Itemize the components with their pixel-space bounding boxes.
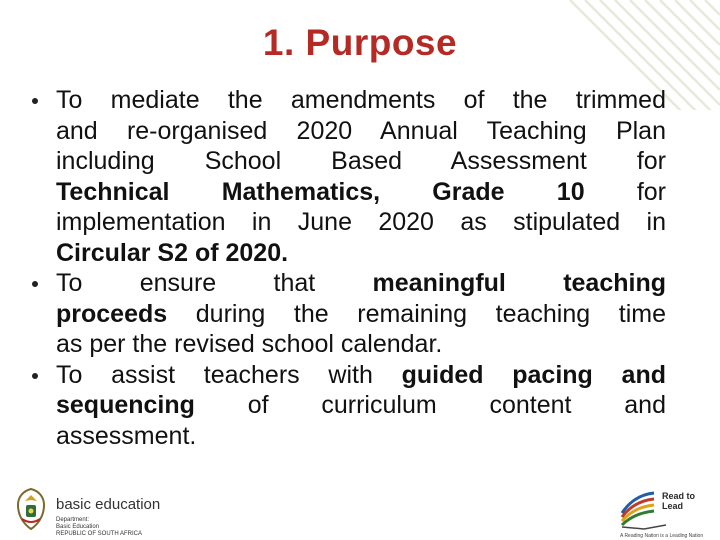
bold-text: Circular S2 of 2020.	[56, 238, 289, 267]
dbe-logo-subline: Department:	[56, 517, 90, 523]
bullet-line	[56, 421, 666, 451]
text: implementation in June 2020 as stipulated in	[56, 208, 666, 236]
read-to-lead-tagline: A Reading Nation is a Leading Nation	[620, 533, 704, 539]
dbe-logo-text	[56, 496, 160, 538]
bold-text: guided pacing and	[401, 360, 666, 389]
text: To assist teachers with	[56, 360, 402, 389]
read-to-lead-name: Read to Lead	[662, 491, 696, 511]
bullet-line	[56, 329, 666, 359]
text: as per the revised school calendar.	[56, 330, 443, 358]
text: of curriculum content and	[194, 391, 666, 419]
dbe-logo-subline: Basic Education	[56, 524, 100, 530]
bullet-line	[56, 299, 666, 329]
bullet-line	[56, 116, 666, 146]
bullet-line	[56, 268, 666, 298]
bold-text: sequencing	[56, 391, 195, 419]
bullet-line	[56, 238, 666, 268]
text: assessment.	[56, 421, 197, 450]
text: including School Based Assessment for	[56, 147, 666, 175]
bullet-line	[56, 85, 666, 115]
bullet-line	[56, 360, 666, 390]
bullet-marker	[32, 373, 38, 379]
bold-text: proceeds	[56, 299, 168, 328]
text: To ensure that	[56, 269, 373, 297]
dbe-logo-name: basic education	[56, 496, 161, 513]
footer	[0, 465, 720, 540]
bullet-line	[56, 390, 666, 420]
bullet-line	[56, 207, 666, 237]
dbe-logo-subline: REPUBLIC OF SOUTH AFRICA	[56, 531, 143, 537]
text: during the remaining teaching time	[167, 299, 666, 328]
bullet-line	[56, 177, 666, 207]
read-to-lead-logo	[614, 485, 714, 540]
text: and re-organised 2020 Annual Teaching Plan	[56, 116, 666, 145]
slide-title: 1. Purpose	[262, 22, 458, 63]
text: for	[584, 177, 666, 206]
bullet-marker	[32, 98, 38, 104]
text: To mediate the amendments of the trimmed	[56, 86, 666, 114]
bullet-line	[56, 146, 666, 176]
bullet-marker	[32, 281, 38, 287]
bold-text: meaningful teaching	[372, 269, 666, 297]
bold-text: Technical Mathematics, Grade 10	[56, 177, 585, 206]
coat-of-arms-icon	[12, 487, 50, 531]
